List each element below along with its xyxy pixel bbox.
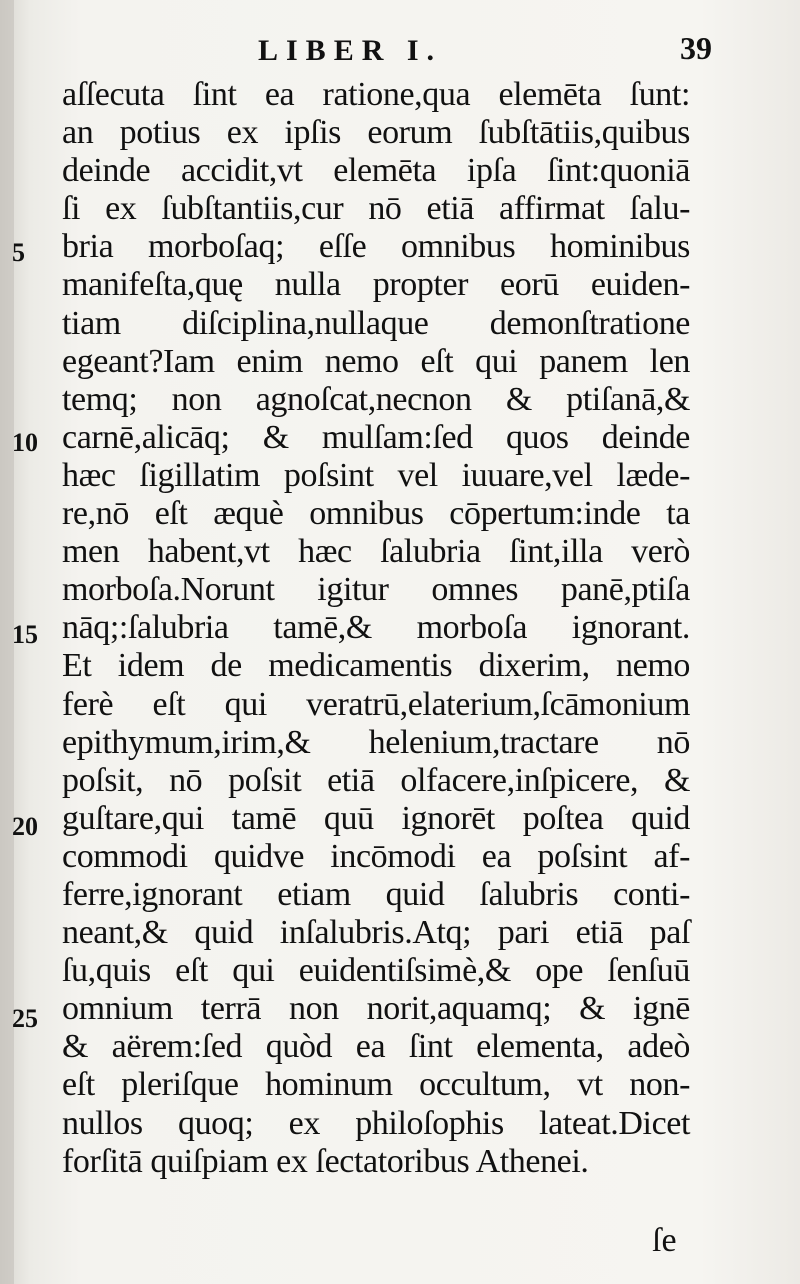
text-line: epithymum,irim,& helenium,tractare nō: [62, 723, 690, 761]
text-line: re,nō eſt æquè omnibus cōpertum:inde ta: [62, 495, 690, 533]
line-number-10: 10: [12, 428, 38, 457]
line-number-15: 15: [12, 620, 38, 649]
text-line: guſtare,qui tamē quū ignorēt poſtea quid: [62, 799, 690, 837]
text-line: forſitā quiſpiam ex ſectatoribus Athenei.: [62, 1142, 589, 1180]
text-line: Et idem de medicamentis dixerim, nemo: [62, 647, 690, 685]
text-line: ferre,ignorant etiam quid ſalubris conti-: [62, 875, 690, 913]
text-line: ſu,quis eſt qui euidentiſsimè,& ope ſenſuū: [62, 952, 690, 990]
text-line: deinde accidit,vt elemēta ipſa ſint:quoniā: [62, 152, 690, 190]
text-line: an potius ex ipſis eorum ſubſtātiis,quibus: [62, 114, 690, 152]
text-line: ferè eſt qui veratrū,elaterium,ſcāmonium: [62, 685, 690, 723]
page-header: [0, 24, 800, 70]
page-number: 39: [680, 30, 712, 66]
text-line: hæc ſigillatim poſsint vel iuuare,vel læde-: [62, 456, 690, 494]
running-title: LIBER I.: [258, 34, 443, 67]
text-line: neant,& quid inſalubris.Atq; pari etiā paſ: [62, 914, 690, 952]
line-number-25: 25: [12, 1004, 38, 1033]
text-block: [62, 76, 690, 1181]
text-line: eſt pleriſque hominum occultum, vt non-: [62, 1066, 690, 1104]
text-line: commodi quidve incōmodi ea poſsint af-: [62, 837, 690, 875]
text-line: manifeſta,quę nulla propter eorū euiden-: [62, 266, 690, 304]
text-line: morboſa.Norunt igitur omnes panē,ptiſa: [62, 571, 690, 609]
text-line: nāq;:ſalubria tamē,& morboſa ignorant.: [62, 609, 690, 647]
text-line: poſsit, nō poſsit etiā olfacere,inſpicere, &: [62, 761, 690, 799]
text-line: omnium terrā non norit,aquamq; & ignē: [62, 990, 690, 1028]
text-line: carnē,alicāq; & mulſam:ſed quos deinde: [62, 418, 690, 456]
text-line: tiam diſciplina,nullaque demonſtratione: [62, 304, 690, 342]
catchword: ſe: [652, 1222, 677, 1259]
text-line: men habent,vt hæc ſalubria ſint,illa verò: [62, 533, 690, 571]
text-line: & aërem:ſed quòd ea ſint elementa, adeò: [62, 1028, 690, 1066]
text-line: ſi ex ſubſtantiis,cur nō etiā affirmat ſalu-: [62, 190, 690, 228]
line-number-5: 5: [12, 238, 25, 267]
text-line: bria morboſaq; eſſe omnibus hominibus: [62, 228, 690, 266]
text-line: aſſecuta ſint ea ratione,qua elemēta ſunt:: [62, 76, 690, 113]
line-number-20: 20: [12, 812, 38, 841]
text-line: egeant?Iam enim nemo eſt qui panem len: [62, 342, 690, 380]
text-line: nullos quoq; ex philoſophis lateat.Dicet: [62, 1104, 690, 1142]
text-line: temq; non agnoſcat,necnon & ptiſanā,&: [62, 380, 690, 418]
